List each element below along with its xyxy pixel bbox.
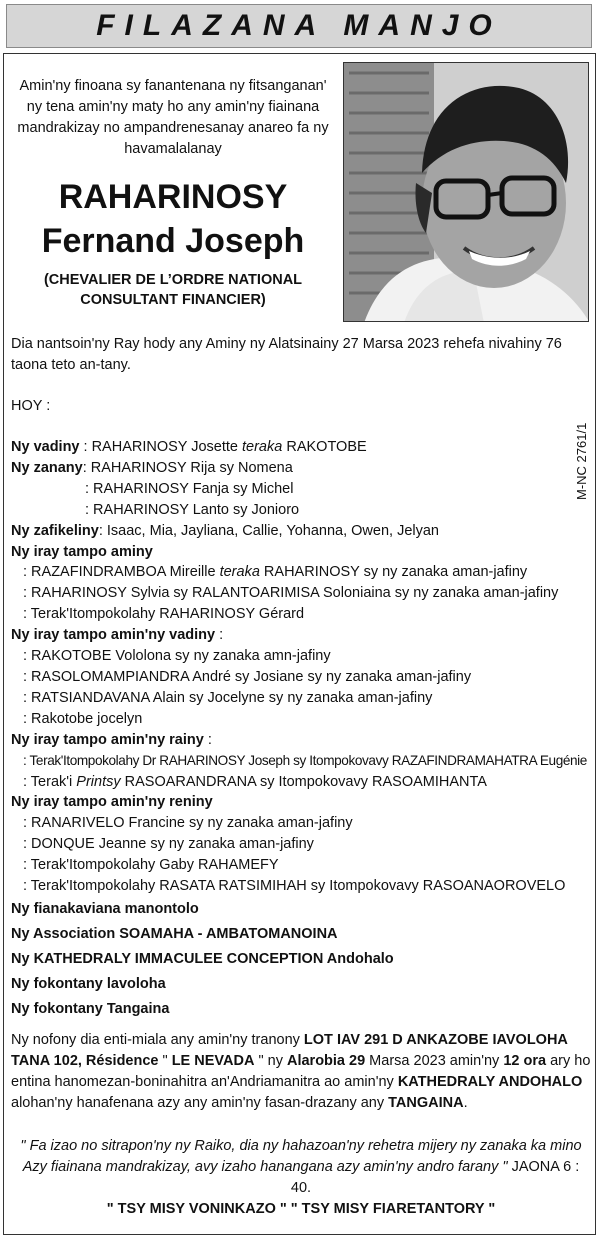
organization-line: Ny fokontany Tangaina (11, 1001, 170, 1017)
organization-line: Ny Association SOAMAHA - AMBATOMANOINA (11, 926, 338, 942)
organization-line: Ny fokontany lavoloha (11, 976, 166, 992)
tampo-aminy-line: : RAZAFINDRAMBOA Mireille teraka RAHARINOSY sy ny zanaka aman-jafiny (23, 564, 528, 581)
hoy-label: HOY : (11, 398, 51, 414)
death-announcement: Dia nantsoin'ny Ray hody any Aminy ny Alatsinainy 27 Marsa 2023 rehefa nivahiny 76 taona teto an-tany. (11, 336, 562, 373)
tampo-vadiny-line: : RAKOTOBE Vololona sy ny zanaka amn-jafiny (23, 648, 331, 665)
bible-reference: JAONA 6 : 40. (290, 1159, 580, 1196)
organization-line: Ny fianakaviana manontolo (11, 901, 199, 917)
tampo-aminy-heading: Ny iray tampo aminy (11, 543, 153, 560)
tampo-reniny-line: : Terak'Itompokolahy RASATA RATSIMIHAH sy Itompokovavy RASOANAOROVELO (23, 878, 566, 895)
bible-quote: " Fa izao no sitrapon'ny ny Raiko, dia ny hahazoan'ny rehetra mijery ny zanaka ka mino Azy fiainana mandrakizay, avy izaho hanangana azy amin'ny andro farany " JAONA 6 : 40. (20, 1138, 582, 1196)
tampo-aminy-line: : RAHARINOSY Sylvia sy RALANTOARIMISA Soloniaina sy ny zanaka aman-jafiny (23, 585, 559, 602)
tampo-rainy-line: : Terak'i Printsy RASOARANDRANA sy Itompokovavy RASOAMIHANTA (23, 773, 487, 790)
vadiny-line: Ny vadiny : RAHARINOSY Josette teraka RAKOTOBE (11, 439, 367, 455)
organization-line: Ny KATHEDRALY IMMACULEE CONCEPTION Andohalo (11, 951, 394, 967)
tampo-reniny-line: : RANARIVELO Francine sy ny zanaka aman-jafiny (23, 815, 353, 832)
header-banner (6, 4, 592, 48)
portrait-photo (343, 62, 589, 322)
reference-code-text: M-NC 2761/1 (574, 422, 589, 500)
zanany-line: : RAHARINOSY Fanja sy Michel (85, 480, 294, 497)
deceased-titles (14, 270, 332, 310)
footer-note: " TSY MISY VONINKAZO " " TSY MISY FIARETANTORY " (106, 1201, 496, 1217)
zanany-line: : RAHARINOSY Lanto sy Jonioro (85, 501, 300, 518)
funeral-details: Ny nofony dia enti-miala any amin'ny tranony LOT IAV 291 D ANKAZOBE IAVOLOHA TANA 102, Résidence " LE NEVADA " ny Alarobia 29 Marsa 2023 amin'ny 12 ora ary ho entina hanomezan-boninahitra an'Andriamanitra ao amin'ny KATHEDRALY ANDOHALO alohan'ny hanafenana azy any amin'ny fasan-drazany any TANGAINA. (11, 1032, 591, 1111)
intro-text: Amin'ny finoana sy fanantenana ny fitsanganan' ny tena amin'ny maty ho any amin'ny fiainana mandrakizay no ampandrenesanay anareo fa ny havamalalanay (17, 78, 329, 157)
tampo-vadiny-line: : Rakotobe jocelyn (23, 710, 143, 727)
title-line-2: CONSULTANT FINANCIER) (80, 292, 266, 308)
portrait-illustration (344, 63, 589, 322)
family-list (11, 437, 591, 897)
deceased-surname: RAHARINOSY (58, 178, 288, 216)
zanany-line: Ny zanany: RAHARINOSY Rija sy Nomena (11, 459, 293, 476)
header-title: FILAZANA MANJO (96, 9, 502, 42)
deceased-given-names: Fernand Joseph (41, 222, 305, 260)
tampo-vadiny-heading: Ny iray tampo amin'ny vadiny : (11, 627, 224, 644)
tampo-reniny-line: : Terak'Itompokolahy Gaby RAHAMEFY (23, 857, 279, 874)
zafikeliny-line: Ny zafikeliny: Isaac, Mia, Jayliana, Callie, Yohanna, Owen, Jelyan (11, 522, 439, 539)
tampo-vadiny-line: : RASOLOMAMPIANDRA André sy Josiane sy ny zanaka aman-jafiny (23, 668, 472, 685)
tampo-vadiny-line: : RATSIANDAVANA Alain sy Jocelyne sy ny zanaka aman-jafiny (23, 689, 433, 706)
tampo-reniny-heading: Ny iray tampo amin'ny reniny (11, 794, 213, 811)
tampo-rainy-line: : Terak'Itompokolahy Dr RAHARINOSY Joseph sy Itompokovavy RAZAFINDRAMAHATRA Eugénie (23, 752, 587, 768)
tampo-reniny-line: : DONQUE Jeanne sy ny zanaka aman-jafiny (23, 836, 314, 853)
tampo-aminy-line: : Terak'Itompokolahy RAHARINOSY Gérard (23, 606, 305, 623)
title-line-1: (CHEVALIER DE L’ORDRE NATIONAL (43, 272, 303, 288)
tampo-rainy-heading: Ny iray tampo amin'ny rainy : (11, 731, 212, 748)
